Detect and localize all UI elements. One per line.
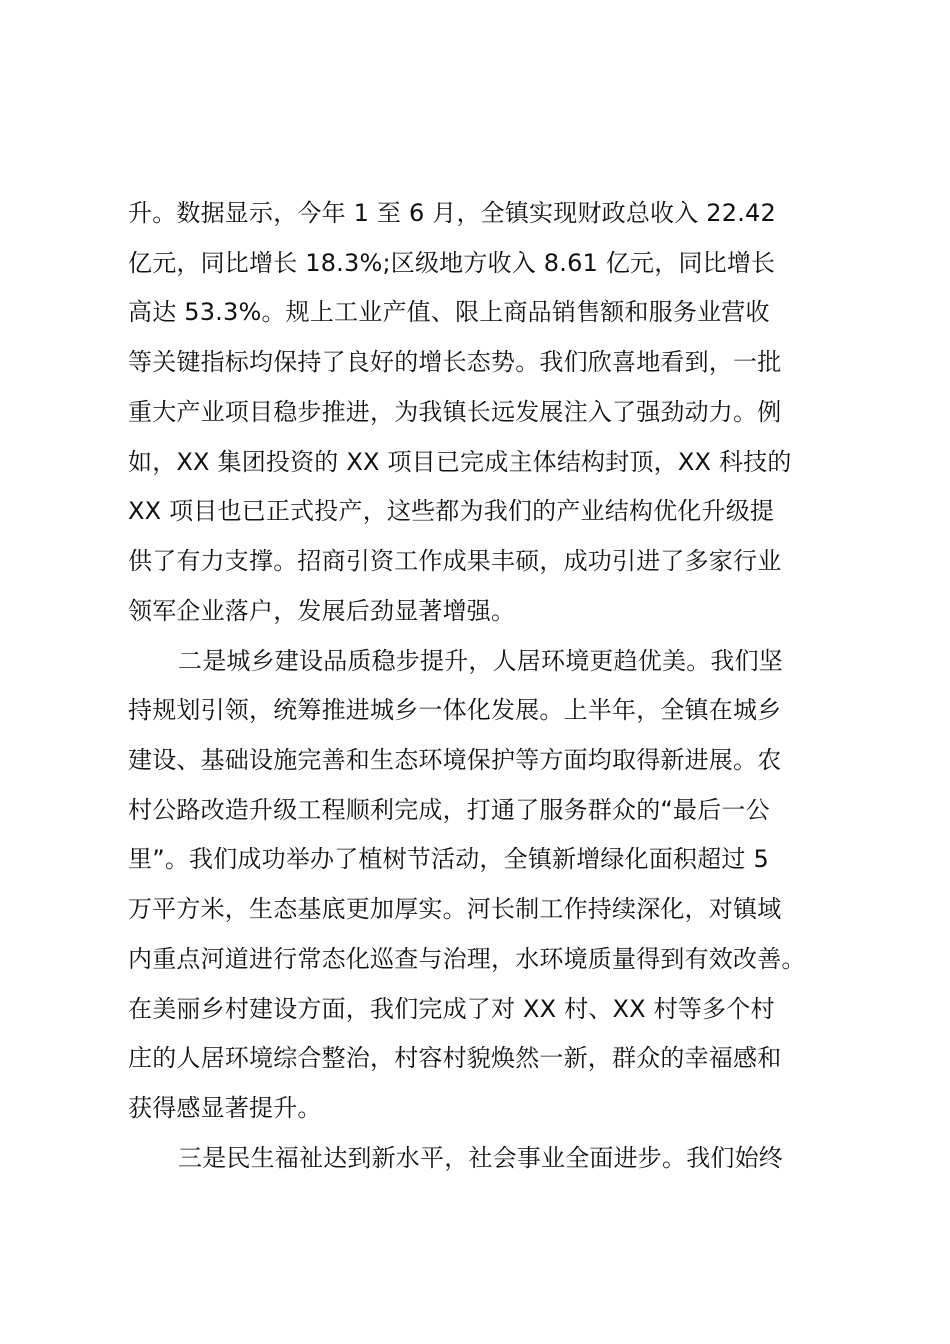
text-line: 里”。我们成功举办了植树节活动，全镇新增绿化面积超过 5	[128, 845, 769, 873]
paragraph-start-line: 三是民生福祉达到新水平，社会事业全面进步。我们始终	[178, 1144, 783, 1172]
text-line: 领军企业落户，发展后劲显著增强。	[128, 597, 516, 625]
text-line: 内重点河道进行常态化巡查与治理，水环境质量得到有效改善。	[128, 945, 806, 973]
text-line: 升。数据显示，今年 1 至 6 月，全镇实现财政总收入 22.42	[128, 199, 776, 227]
text-line: 建设、基础设施完善和生态环境保护等方面均取得新进展。农	[128, 746, 782, 774]
text-line: 庄的人居环境综合整治，村容村貌焕然一新，群众的幸福感和	[128, 1044, 782, 1072]
text-line: 亿元，同比增长 18.3%;区级地方收入 8.61 亿元，同比增长	[128, 249, 776, 277]
text-line: 持规划引领，统筹推进城乡一体化发展。上半年，全镇在城乡	[128, 696, 782, 724]
text-line: 重大产业项目稳步推进，为我镇长远发展注入了强劲动力。例	[128, 398, 782, 426]
text-line: 万平方米，生态基底更加厚实。河长制工作持续深化，对镇域	[128, 895, 782, 923]
text-line: 高达 53.3%。规上工业产值、限上商品销售额和服务业营收	[128, 298, 770, 326]
text-line: 获得感显著提升。	[128, 1094, 322, 1122]
paragraph-start-line: 二是城乡建设品质稳步提升，人居环境更趋优美。我们坚	[178, 647, 783, 675]
text-line: 在美丽乡村建设方面，我们完成了对 XX 村、XX 村等多个村	[128, 995, 775, 1023]
text-line: 如，XX 集团投资的 XX 项目已完成主体结构封顶，XX 科技的	[128, 448, 792, 476]
text-line: 等关键指标均保持了良好的增长态势。我们欣喜地看到，一批	[128, 348, 782, 376]
text-line: 村公路改造升级工程顺利完成，打通了服务群众的“最后一公	[128, 796, 770, 824]
text-line: 供了有力支撑。招商引资工作成果丰硕，成功引进了多家行业	[128, 547, 782, 575]
text-line: XX 项目也已正式投产，这些都为我们的产业结构优化升级提	[128, 497, 775, 525]
